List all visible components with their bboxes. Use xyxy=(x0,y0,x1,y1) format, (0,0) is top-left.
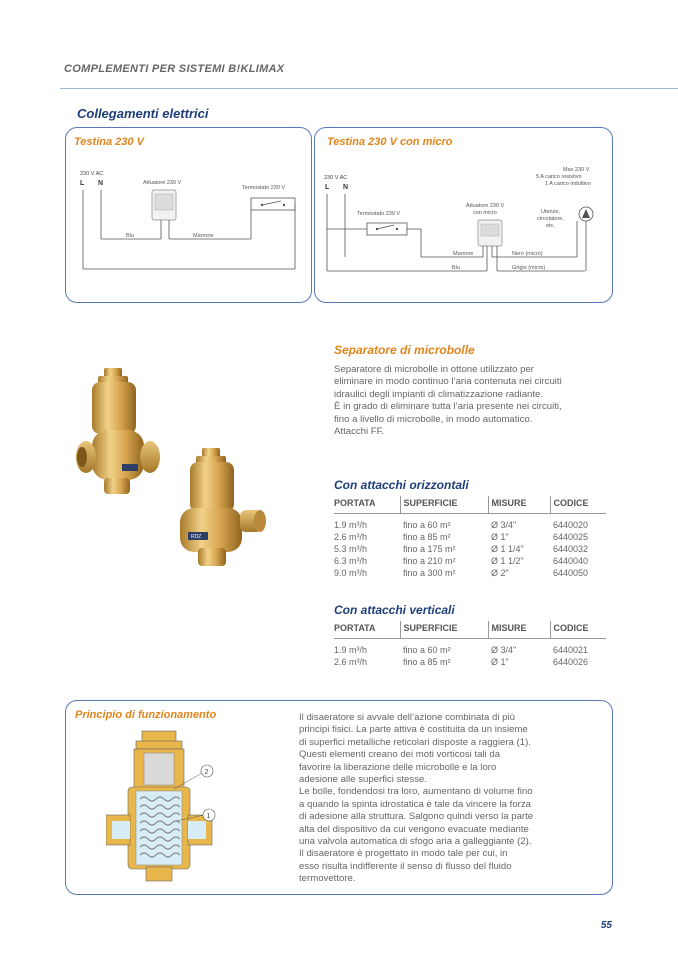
header-divider xyxy=(60,88,678,89)
principle-line: Questi elementi creano dei moti vorticosi tali da xyxy=(299,749,501,761)
cell-codice: 6440020 xyxy=(553,520,589,530)
wire-blue-label: Blu xyxy=(452,265,460,271)
principle-line: Il disaeratore si avvale dell’azione combinata di più xyxy=(299,712,515,723)
cell-codice: 6440050 xyxy=(553,568,589,578)
users-label-line1: Utenze, xyxy=(541,209,560,215)
cell-portata: 1.9 m³/h xyxy=(334,520,368,530)
header-codice: CODICE xyxy=(550,496,606,514)
header-portata: PORTATA xyxy=(334,496,400,514)
cell-codice: 6440032 xyxy=(553,544,589,554)
header-superficie: SUPERFICIE xyxy=(400,621,488,639)
principle-line: alta del dispositivo da cui vengono evacuate mediante xyxy=(299,823,529,835)
thermostat-label: Termostato 230 V xyxy=(242,185,286,191)
description-line: Attacchi FF. xyxy=(334,426,385,438)
panel-title: Testina 230 V con micro xyxy=(327,136,453,148)
supply-label: 230 V AC xyxy=(324,175,348,181)
wiring-diagram-testina xyxy=(66,128,311,302)
actuator-label-line2: con micro xyxy=(473,210,497,216)
principle-line: Le bolle, fondendosi tra loro, aumentano di volume fino xyxy=(299,786,533,798)
cell-superficie: fino a 300 m² xyxy=(403,568,456,578)
cell-codice: 6440040 xyxy=(553,556,589,566)
header-portata: PORTATA xyxy=(334,621,400,639)
separator-product-images xyxy=(70,360,280,580)
callout-2-label: 2 xyxy=(204,769,209,776)
thermostat-switch-icon xyxy=(367,223,407,235)
line-N-label: N xyxy=(98,180,104,187)
vertical-spec-table xyxy=(334,621,606,668)
cell-superficie: fino a 85 m² xyxy=(403,657,451,667)
separator-vertical-image xyxy=(180,448,266,566)
table-row xyxy=(334,567,606,579)
table-row xyxy=(334,656,606,668)
wire-black-label: Nero (micro) xyxy=(512,251,543,257)
description-line: eliminare in modo continuo l’aria contenuta nei circuiti xyxy=(334,376,562,388)
wiring-panel-testina-micro xyxy=(314,127,613,303)
principle-line: Il disaeratore è progettato in modo tale per cui, in xyxy=(299,848,508,860)
cell-misure: Ø 1" xyxy=(491,657,509,667)
max-rating-line2: 5 A carico resistivo xyxy=(536,174,582,180)
max-rating-line3: 1 A carico induttivo xyxy=(545,181,591,187)
table-row xyxy=(334,644,606,656)
callout-1-label: 1 xyxy=(206,813,211,820)
horizontal-table-title: Con attacchi orizzontali xyxy=(334,478,469,492)
table-row xyxy=(334,543,606,555)
principle-line: di superfici metalliche reticolari disposte a raggiera (1). xyxy=(299,736,531,748)
page-number: 55 xyxy=(600,920,612,931)
cell-superficie: fino a 175 m² xyxy=(403,544,456,554)
separator-description xyxy=(334,364,624,438)
principle-title: Principio di funzionamento xyxy=(75,709,217,721)
electrical-section-title: Collegamenti elettrici xyxy=(77,106,209,121)
table-header-row xyxy=(334,621,606,639)
cell-misure: Ø 3/4" xyxy=(491,520,517,530)
thermostat-label: Termostato 230 V xyxy=(357,211,401,217)
wire-brown-label: Marrone xyxy=(193,233,214,239)
line-L-label: L xyxy=(325,184,330,191)
principle-line: di adesione alla struttura. Salgono quindi verso la parte xyxy=(299,811,534,823)
cell-codice: 6440025 xyxy=(553,532,589,542)
description-line: idraulici degli impianti di climatizzazione radiante. xyxy=(334,388,544,400)
cell-codice: 6440026 xyxy=(553,657,589,667)
description-line: È in grado di eliminare tutta l’aria presente nei circuiti, xyxy=(334,401,562,413)
header-misure: MISURE xyxy=(488,496,550,514)
users-label-line3: etc. xyxy=(546,223,555,229)
wire-blue-label: Blu xyxy=(126,233,134,239)
description-line: Separatore di microbolle in ottone utilizzato per xyxy=(334,364,534,375)
cell-misure: Ø 3/4" xyxy=(491,645,517,655)
cell-superficie: fino a 210 m² xyxy=(403,556,456,566)
horizontal-spec-table xyxy=(334,496,606,579)
header-codice: CODICE xyxy=(550,621,606,639)
cell-codice: 6440021 xyxy=(553,645,589,655)
thermostat-switch-icon xyxy=(251,198,295,210)
panel-title: Testina 230 V xyxy=(74,136,144,148)
actuator-label-line1: Attuatore 230 V xyxy=(466,203,505,209)
wire-grey-label: Grigio (micro) xyxy=(512,265,546,271)
wire-brown-label: Marrone xyxy=(453,251,474,257)
separator-cutaway-diagram xyxy=(106,729,246,889)
cell-misure: Ø 1 1/2" xyxy=(491,556,524,566)
principle-panel xyxy=(65,700,613,895)
principle-line: favorire la liberazione delle microbolle e la loro xyxy=(299,761,497,773)
page-header-title: COMPLEMENTI PER SISTEMI B!KLIMAX xyxy=(64,63,285,75)
users-label-line2: circolatore, xyxy=(537,216,564,222)
line-L-label: L xyxy=(80,180,85,187)
cell-portata: 1.9 m³/h xyxy=(334,645,368,655)
actuator-label: Attuatore 230 V xyxy=(143,180,182,186)
header-misure: MISURE xyxy=(488,621,550,639)
cell-portata: 9.0 m³/h xyxy=(334,568,368,578)
principle-line: principi fisici. La parte attiva è costituita da un insieme xyxy=(299,724,528,736)
cell-portata: 2.6 m³/h xyxy=(334,532,368,542)
principle-line: esso risulta indifferente il senso di flusso del fluido xyxy=(299,860,512,872)
max-rating-line1: Max 230 V xyxy=(563,167,590,173)
header-superficie: SUPERFICIE xyxy=(400,496,488,514)
product-brand-label: RDZ xyxy=(191,534,202,540)
cell-misure: Ø 1" xyxy=(491,532,509,542)
separator-title: Separatore di microbolle xyxy=(334,343,475,357)
principle-description xyxy=(299,712,604,886)
cell-portata: 6.3 m³/h xyxy=(334,556,368,566)
description-line: fino a livello di microbolle, in modo automatico. xyxy=(334,413,533,425)
principle-line: una valvola automatica di sfogo aria a galleggiante (2). xyxy=(299,836,532,848)
wiring-panel-testina xyxy=(65,127,312,303)
table-row xyxy=(334,531,606,543)
principle-line: a quando la spinta idrostatica è tale da vincere la forza xyxy=(299,798,531,810)
table-header-row xyxy=(334,496,606,514)
table-row xyxy=(334,555,606,567)
cell-superficie: fino a 60 m² xyxy=(403,645,451,655)
table-row xyxy=(334,519,606,531)
principle-line: adesione alle superfici stesse. xyxy=(299,774,427,786)
cell-portata: 2.6 m³/h xyxy=(334,657,368,667)
supply-label: 230 V AC xyxy=(80,171,104,177)
cell-misure: Ø 1 1/4" xyxy=(491,544,524,554)
line-N-label: N xyxy=(343,184,349,191)
wiring-diagram-testina-micro xyxy=(315,128,612,302)
cell-misure: Ø 2" xyxy=(491,568,509,578)
separator-horizontal-image xyxy=(76,368,160,494)
cell-superficie: fino a 60 m² xyxy=(403,520,451,530)
vertical-table-title: Con attacchi verticali xyxy=(334,603,455,617)
principle-line: termovettore. xyxy=(299,873,356,885)
cell-superficie: fino a 85 m² xyxy=(403,532,451,542)
cell-portata: 5.3 m³/h xyxy=(334,544,368,554)
